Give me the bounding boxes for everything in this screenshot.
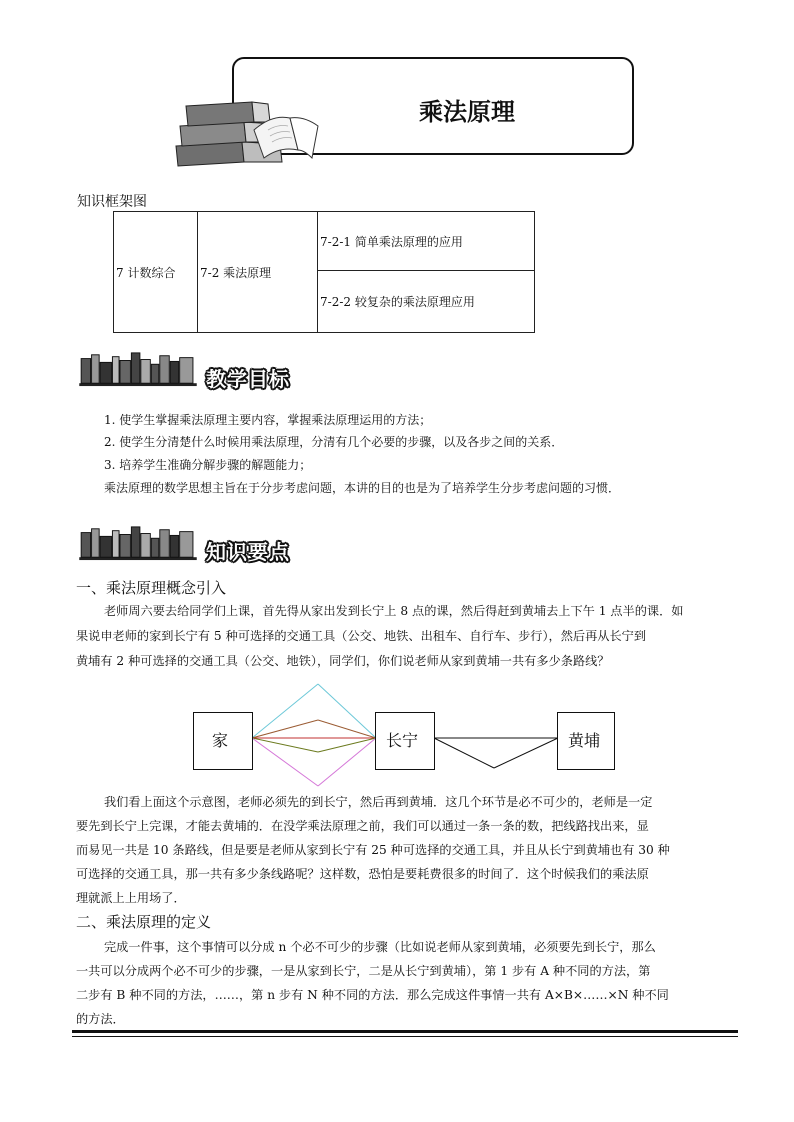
node-label: 黄埔 (568, 731, 601, 750)
section-heading: 一、乘法原理概念引入 (76, 579, 227, 597)
page-title: 乘法原理 (419, 98, 515, 126)
paragraph-line: 的方法． (76, 1012, 125, 1026)
footer-rule (72, 1030, 738, 1033)
goal-item: 2. 使学生分清楚什么时候用乘法原理，分清有几个必要的步骤，以及各步之间的关系． (104, 435, 564, 449)
section-heading: 二、乘法原理的定义 (76, 913, 212, 931)
goal-item: 3. 培养学生准确分解步骤的解题能力； (104, 458, 312, 472)
node-label: 家 (212, 731, 229, 750)
framework-table (113, 211, 535, 333)
paragraph-line: 可选择的交通工具，那一共有多少条线路呢？这样数，恐怕是要耗费很多的时间了．这个时候我们的乘法原 (76, 867, 649, 881)
paragraph-line: 二步有 B 种不同的方法，……，第 n 步有 N 种不同的方法．那么完成这件事情一共有 A×B×……×N 种不同 (76, 988, 669, 1002)
paragraph-line: 理就派上上用场了． (76, 891, 186, 905)
framework-heading: 知识框架图 (77, 194, 147, 210)
paragraph-line: 果说申老师的家到长宁有 5 种可选择的交通工具（公交、地铁、出租车、自行车、步行），然后再从长宁到 (76, 629, 647, 643)
paragraph-line: 我们看上面这个示意图，老师必须先的到长宁，然后再到黄埔．这几个环节是必不可少的，老师是一定 (104, 795, 653, 809)
node-label: 长宁 (386, 731, 419, 750)
framework-level1: 7 计数综合 (114, 212, 198, 333)
books-shelf-icon (76, 351, 200, 387)
books-shelf-icon (76, 525, 200, 561)
books-illustration (172, 96, 322, 168)
paragraph-line: 要先到长宁上完课，才能去黄埔的．在没学乘法原理之前，我们可以通过一条一条的数，把线路找出来，显 (76, 819, 649, 833)
paragraph-line: 黄埔有 2 种可选择的交通工具（公交、地铁），同学们，你们说老师从家到黄埔一共有多少条路线？ (76, 654, 610, 668)
route-line (252, 684, 318, 738)
paragraph-line: 而易见一共是 10 条路线，但是要是老师从家到长宁有 25 种可选择的交通工具，并且从长宁到黄埔也有 30 种 (76, 843, 670, 857)
goal-item: 1. 使学生掌握乘法原理主要内容，掌握乘法原理运用的方法； (104, 413, 432, 427)
route-line (434, 738, 494, 768)
paragraph-line: 完成一件事，这个事情可以分成 n 个必不可少的步骤（比如说老师从家到黄埔，必须要先到长宁，那么 (104, 940, 656, 954)
route-line (252, 720, 318, 738)
paragraph-line: 一共可以分成两个必不可少的步骤，一是从家到长宁，二是从长宁到黄埔），第 1 步有 A 种不同的方法，第 (76, 964, 651, 978)
footer-rule (72, 1036, 738, 1037)
framework-item: 7-2-2 较复杂的乘法原理应用 (318, 271, 535, 333)
route-line (318, 684, 376, 738)
goal-summary: 乘法原理的数学思想主旨在于分步考虑问题，本讲的目的也是为了培养学生分步考虑问题的习惯． (104, 481, 621, 495)
paragraph-line: 老师周六要去给同学们上课，首先得从家出发到长宁上 8 点的课，然后得赶到黄埔去上下午 1 点半的课．如 (104, 604, 684, 618)
section-banner-title: 教学目标 (206, 367, 290, 391)
section-banner-title: 知识要点 (206, 540, 290, 564)
framework-level2: 7-2 乘法原理 (198, 212, 318, 333)
framework-item: 7-2-1 简单乘法原理的应用 (318, 212, 535, 271)
